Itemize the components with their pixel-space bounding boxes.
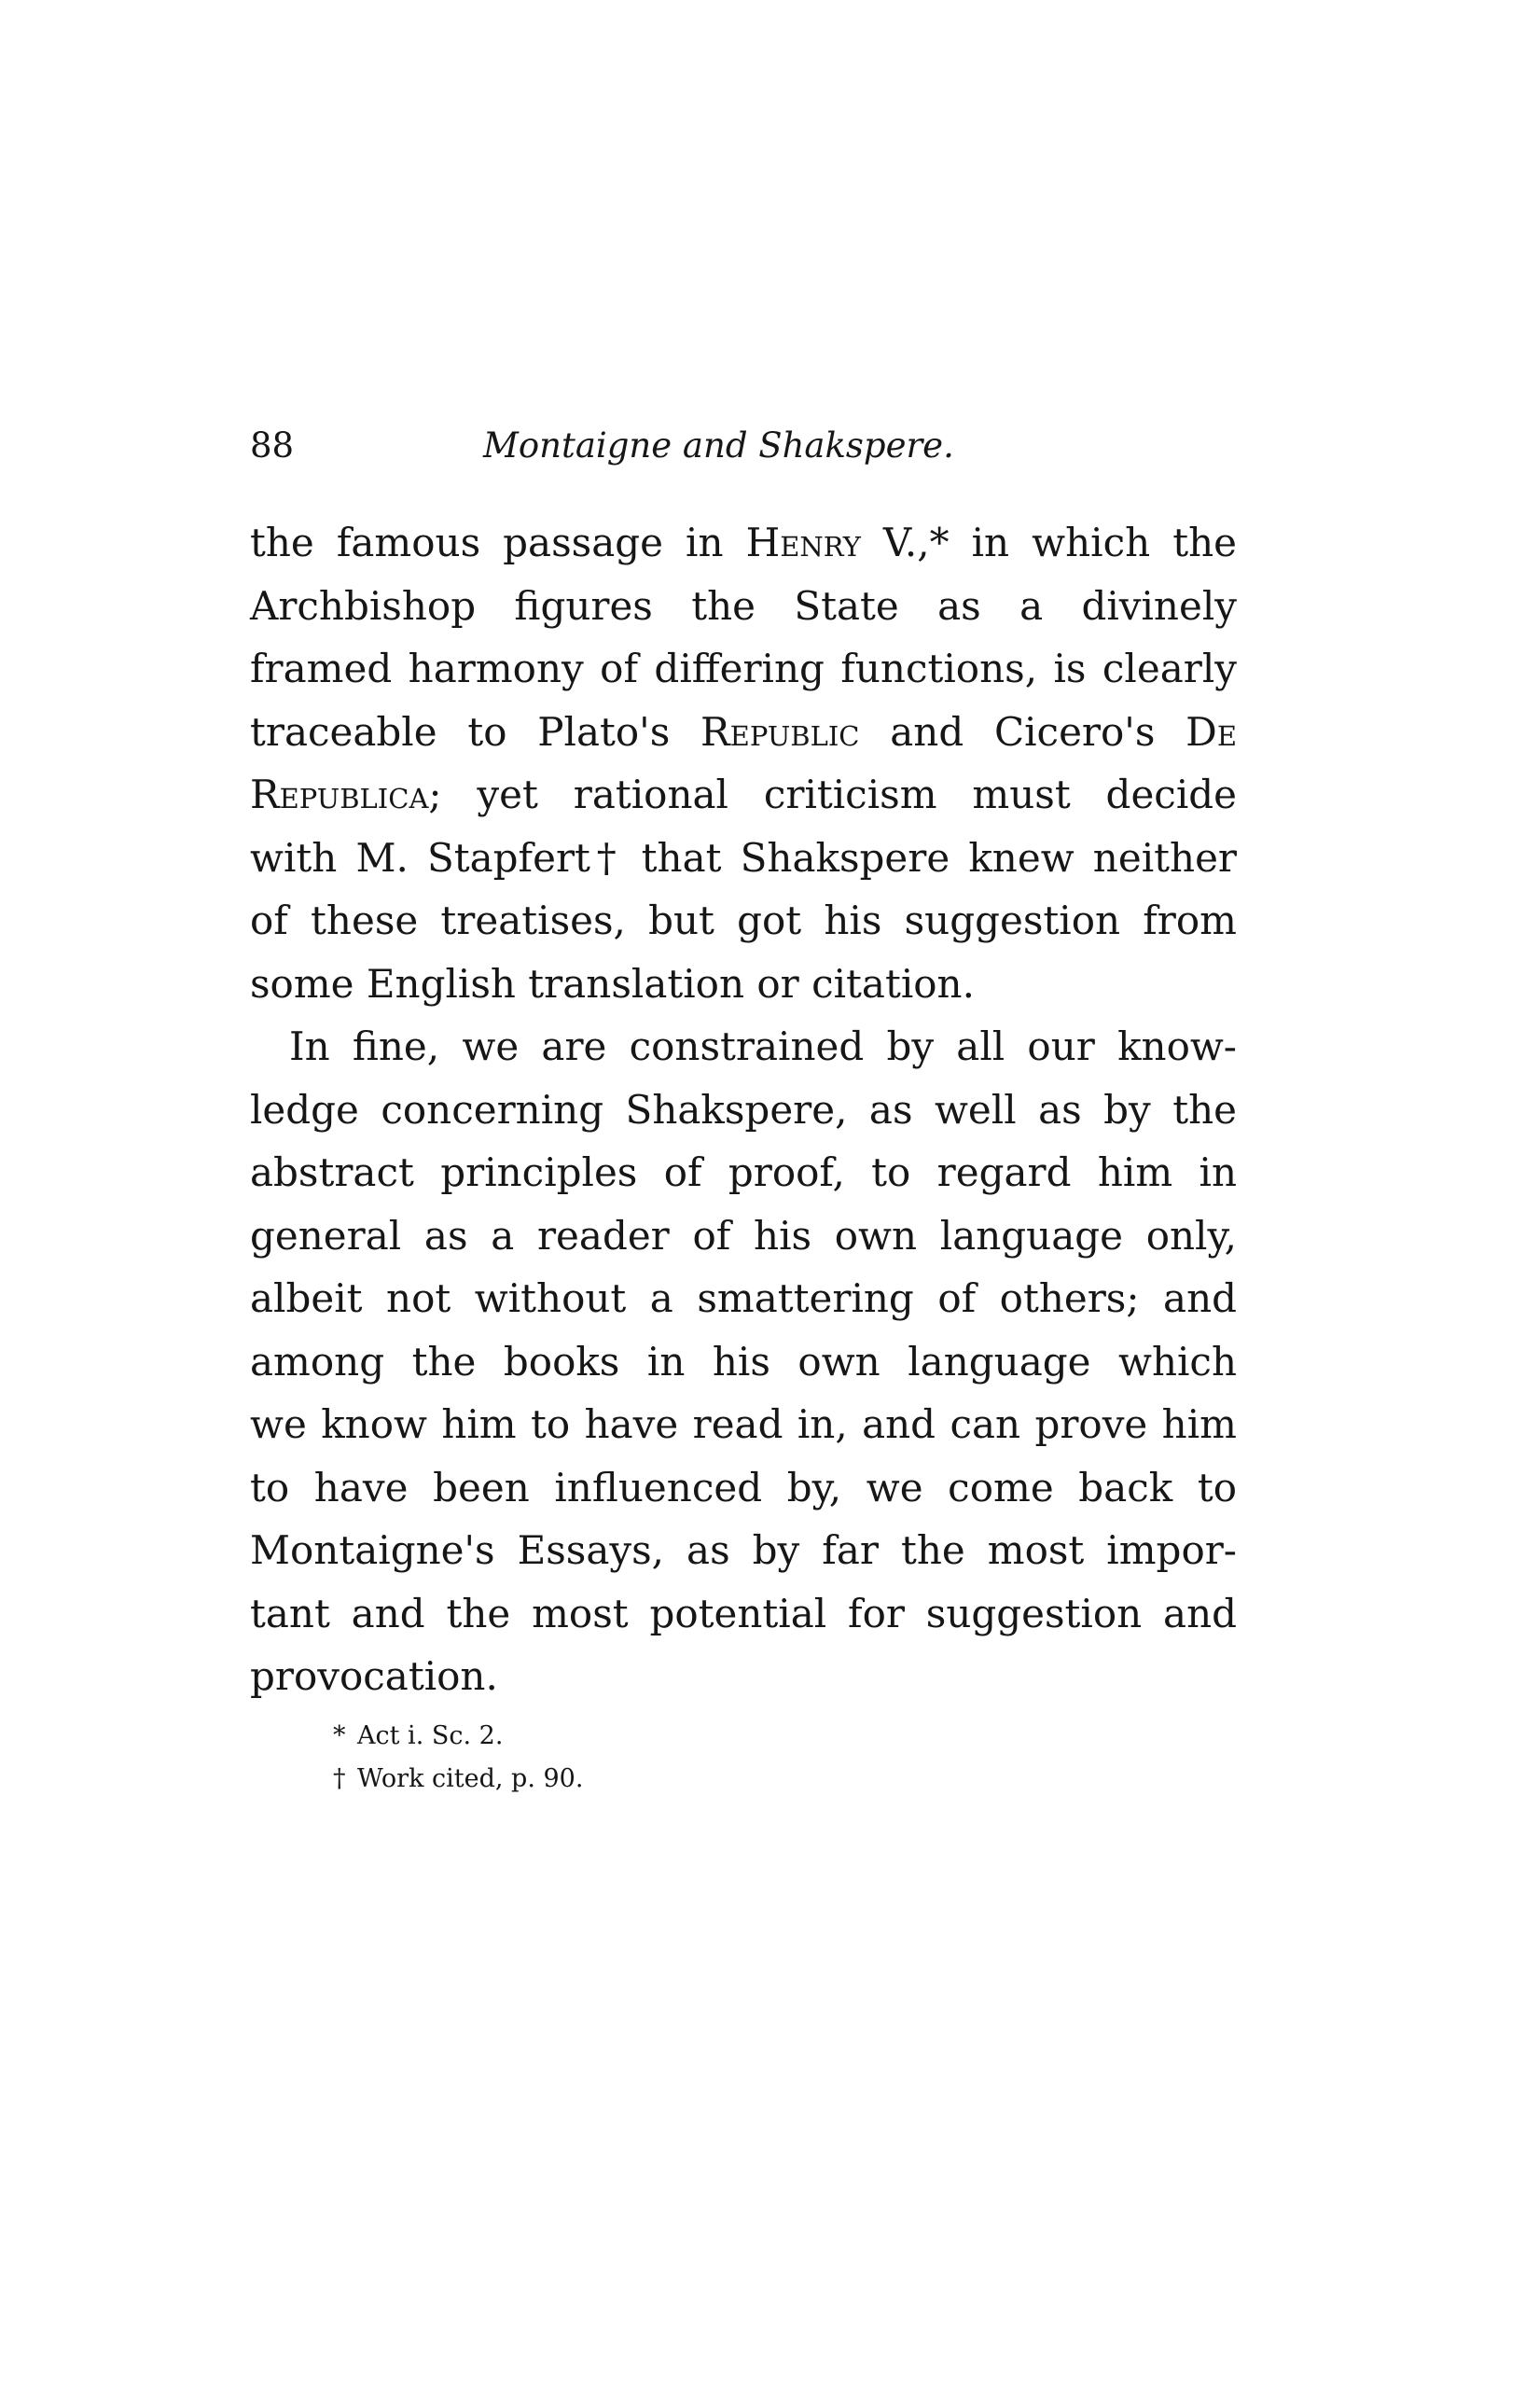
footnote bbox=[333, 1758, 583, 1801]
footnote-mark: * bbox=[333, 1721, 346, 1750]
small-caps-title: Henry bbox=[745, 520, 861, 565]
footnote bbox=[333, 1715, 583, 1758]
body-text bbox=[250, 511, 1237, 1708]
running-head bbox=[250, 418, 1239, 474]
small-caps-title: Republica bbox=[250, 772, 429, 817]
text-line: In fine, we are constrained by all our know- bbox=[289, 1023, 1237, 1069]
text-line: ledge concerning Shakspere, as well as by the bbox=[250, 1086, 1237, 1133]
text-line: with M. Stapfert† that Shakspere knew neither bbox=[250, 834, 1237, 881]
text-line: among the books in his own language which bbox=[250, 1338, 1237, 1385]
text-line: albeit not without a smattering of others; and bbox=[250, 1275, 1237, 1321]
small-caps-title: De bbox=[1185, 708, 1237, 755]
text-line: Republica; yet rational criticism must decide bbox=[250, 772, 1237, 817]
running-title: Montaigne and Shakspere. bbox=[483, 425, 954, 466]
paragraph bbox=[250, 511, 1237, 1015]
footnote-text: Work cited, p. 90. bbox=[357, 1764, 584, 1793]
footnotes bbox=[333, 1715, 583, 1801]
footnote-text: Act i. Sc. 2. bbox=[357, 1721, 504, 1750]
text-line: abstract principles of proof, to regard him in bbox=[250, 1149, 1237, 1195]
text-line: general as a reader of his own language only, bbox=[250, 1212, 1237, 1259]
small-caps-title: Republic bbox=[700, 708, 860, 755]
page-number: 88 bbox=[250, 425, 295, 466]
text-line: traceable to Plato's Republic and Cicero's De bbox=[250, 708, 1237, 755]
text-line: the famous passage in Henry V.,* in which the bbox=[250, 520, 1237, 565]
footnote-mark: † bbox=[333, 1764, 346, 1793]
text-line: tant and the most potential for suggestion and bbox=[250, 1590, 1237, 1636]
paragraph bbox=[250, 1015, 1237, 1708]
text-line: some English translation or citation. bbox=[250, 960, 975, 1007]
text-line: Montaigne's Essays, as by far the most impor- bbox=[250, 1527, 1237, 1573]
text-line: Archbishop figures the State as a divinely bbox=[250, 582, 1237, 629]
text-line: framed harmony of differing functions, is clearly bbox=[250, 646, 1237, 691]
text-line: provocation. bbox=[250, 1653, 498, 1699]
text-line: we know him to have read in, and can prove him bbox=[250, 1401, 1237, 1447]
text-line: to have been influenced by, we come back to bbox=[250, 1464, 1237, 1510]
text-line: of these treatises, but got his suggestion from bbox=[250, 898, 1237, 943]
